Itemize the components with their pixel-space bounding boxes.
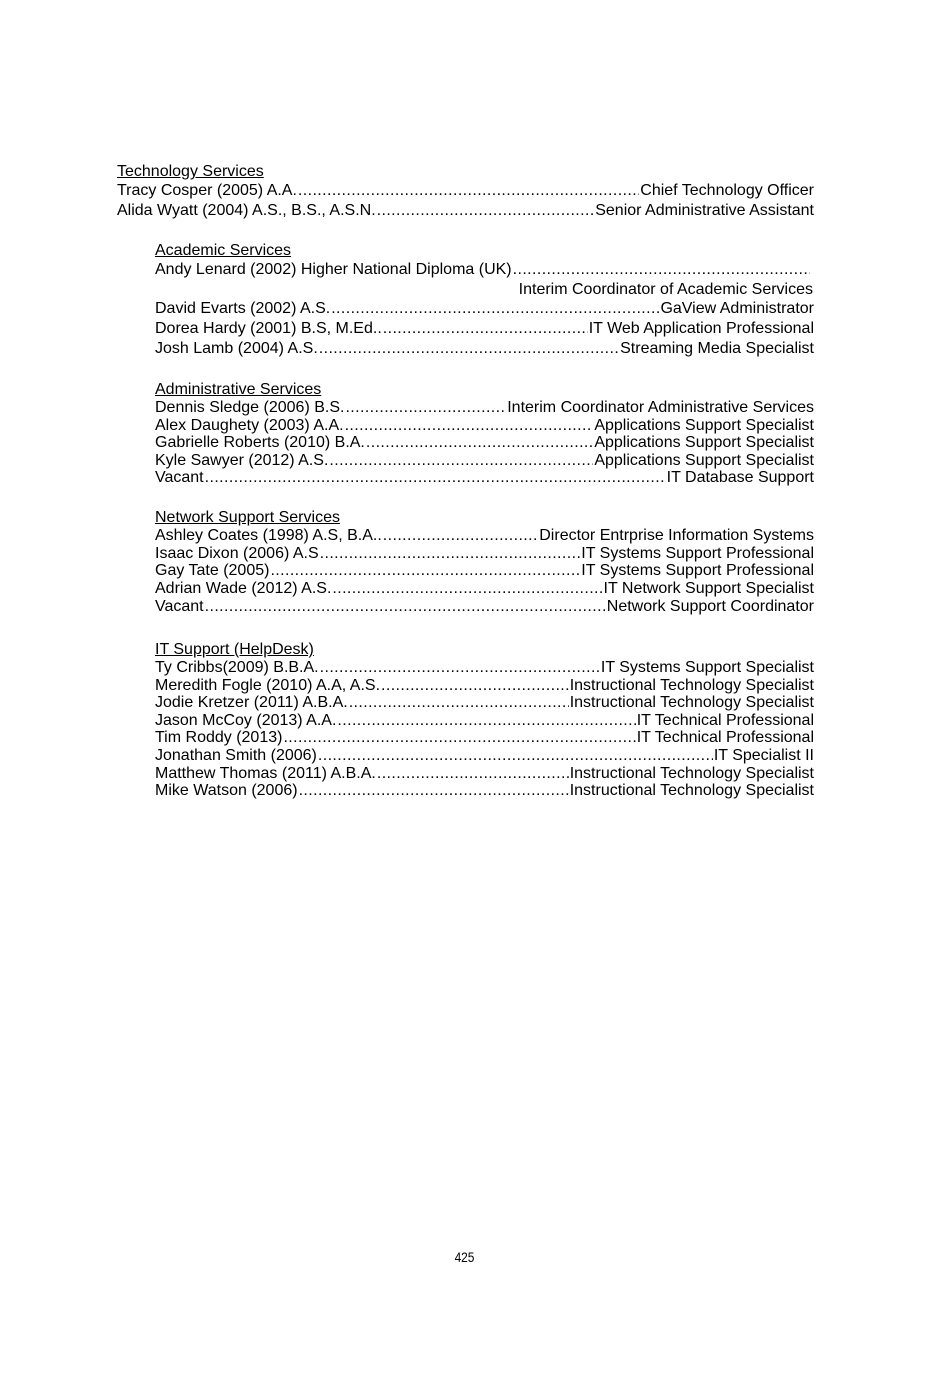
dot-leader [298,181,639,201]
staff-entry [155,562,814,580]
staff-name: Jonathan Smith (2006) [155,746,317,764]
staff-title: Instructional Technology Specialist [569,676,814,694]
staff-entry [155,729,814,747]
dot-leader [383,319,588,339]
staff-entry [155,339,814,359]
dot-leader [320,659,600,677]
staff-name: Vacant [155,598,204,616]
staff-title: Streaming Media Specialist [620,339,814,357]
dot-leader [366,434,593,452]
staff-entry [155,659,814,677]
staff-name: Mike Watson (2006) [155,782,298,800]
staff-entry [155,399,814,417]
dot-leader [205,469,666,487]
staff-title: Senior Administrative Assistant [595,201,814,219]
staff-name: Jodie Kretzer (2011) A.B.A. [155,694,348,712]
staff-entry [155,597,814,617]
staff-name: Isaac Dixon (2006) A.S [155,544,319,562]
staff-entry [155,434,814,452]
staff-title: Chief Technology Officer [640,182,814,199]
staff-title: IT Network Support Specialist [603,579,814,597]
staff-title: IT Systems Support Professional [581,544,814,562]
dot-leader [377,201,595,221]
staff-title: GaView Administrator [660,300,814,318]
staff-title: Applications Support Specialist [594,416,814,434]
staff-entry [155,677,814,695]
staff-name: Tracy Cosper (2005) A.A. [117,182,297,199]
dot-leader [345,417,594,435]
dot-leader [331,299,659,319]
staff-title: IT Technical Professional [636,711,814,729]
staff-entry [117,201,814,221]
staff-name: Gabrielle Roberts (2010) B.A. [155,434,365,452]
dot-leader [332,580,602,598]
staff-title: IT Database Support [666,469,814,487]
section-heading: Network Support Services [155,509,340,526]
dot-leader [381,677,569,695]
staff-name: Gay Tate (2005) [155,562,270,580]
staff-title: IT Systems Support Professional [581,562,814,580]
staff-name: Meredith Fogle (2010) A.A, A.S. [155,676,381,694]
staff-title: Network Support Coordinator [606,598,814,616]
dot-leader [329,452,593,470]
staff-name: Ashley Coates (1998) A.S, B.A.. [155,527,382,544]
section-it-support-helpdesk [155,640,814,800]
section-network-support-services [155,508,814,617]
dot-leader [383,527,538,545]
staff-entry [155,417,814,435]
staff-title: IT Specialist II [713,746,814,764]
dot-leader [337,712,635,730]
staff-entry [155,299,814,319]
staff-entry [155,782,814,800]
staff-title: Instructional Technology Specialist [569,694,814,712]
dot-leader [318,747,713,765]
staff-name: Vacant [155,469,204,487]
staff-entry [155,319,814,339]
dot-leader [320,545,581,563]
dot-leader [345,399,506,417]
dot-leader [513,260,810,280]
section-administrative-services [155,380,814,487]
staff-name: Josh Lamb (2004) A.S. [155,339,318,357]
staff-name: Adrian Wade (2012) A.S. [155,579,332,597]
staff-name: David Evarts (2002) A.S. [155,300,331,318]
section-heading: Academic Services [155,242,292,259]
section-heading: Administrative Services [155,381,322,398]
staff-title: IT Technical Professional [636,729,814,747]
staff-name: Matthew Thomas (2011) A.B.A. [155,764,376,782]
section-heading: IT Support (HelpDesk) [155,641,314,658]
staff-title: Director Entrprise Information Systems [539,527,814,544]
staff-entry [155,469,814,487]
page-number: 425 [454,1249,475,1265]
dot-leader [349,694,569,712]
staff-title: Instructional Technology Specialist [569,764,814,782]
staff-name: Jason McCoy (2013) A.A. [155,711,337,729]
staff-entry [155,580,814,598]
staff-name: Dorea Hardy (2001) B.S, M.Ed.. [155,320,382,338]
staff-entry [155,747,814,765]
dot-leader [319,339,619,359]
staff-entry [155,545,814,563]
staff-name: Andy Lenard (2002) Higher National Diploma (UK) [155,261,512,278]
staff-name: Alex Daughety (2003) A.A. [155,416,344,434]
staff-entry [155,694,814,712]
staff-entry [155,260,814,280]
staff-title: Interim Coordinator Administrative Services [507,399,814,416]
staff-title: IT Web Application Professional [588,320,814,338]
staff-name: Ty Cribbs(2009) B.B.A. [155,659,319,676]
section-heading: Technology Services [117,163,264,180]
staff-title: IT Systems Support Specialist [600,659,814,676]
section-technology-services [117,162,814,220]
staff-entry [155,765,814,783]
staff-entry [155,452,814,470]
staff-entry [117,181,814,201]
staff-name: Dennis Sledge (2006) B.S. [155,399,345,416]
staff-title: Applications Support Specialist [594,434,814,452]
staff-title: Interim Coordinator of Academic Services [518,280,813,298]
section-academic-services [155,241,814,359]
staff-name: Kyle Sawyer (2012) A.S. [155,451,329,469]
dot-leader [283,729,635,747]
staff-title: Instructional Technology Specialist [569,782,814,800]
staff-name: Tim Roddy (2013) [155,729,283,747]
dot-leader [299,782,569,800]
staff-entry [155,712,814,730]
staff-entry [155,527,814,545]
dot-leader [205,597,606,617]
staff-title: Applications Support Specialist [594,451,814,469]
dot-leader [270,562,580,580]
dot-leader [377,765,569,783]
staff-name: Alida Wyatt (2004) A.S., B.S., A.S.N. [117,201,376,219]
